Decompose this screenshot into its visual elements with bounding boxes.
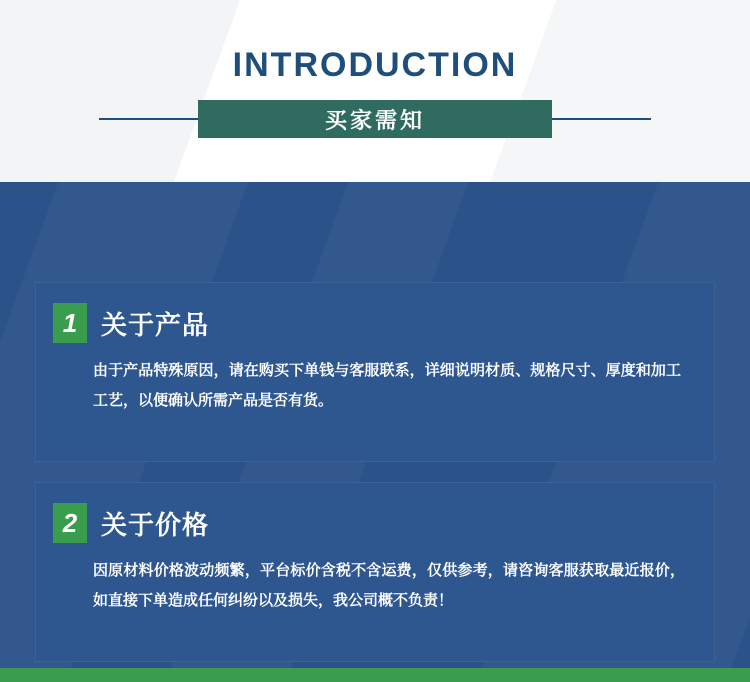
section-card-product xyxy=(35,282,715,462)
section-header xyxy=(35,482,715,546)
subtitle-banner: 买家需知 xyxy=(198,100,552,138)
section-text: 因原材料价格波动频繁，平台标价含税不含运费，仅供参考，请咨询客服获取最近报价，如直接下单造成任何纠纷以及损失，我公司概不负责！ xyxy=(93,562,685,609)
footer-accent-bar xyxy=(0,668,750,682)
section-number-badge: 1 xyxy=(53,303,87,343)
page-title: INTRODUCTION xyxy=(232,46,518,84)
header-decor-wedge-right xyxy=(462,0,750,182)
section-title: 关于产品 xyxy=(101,309,210,340)
page-header xyxy=(0,0,750,182)
section-number-badge: 2 xyxy=(53,503,87,543)
section-title: 关于价格 xyxy=(101,509,210,540)
section-card-price xyxy=(35,482,715,662)
subtitle-row xyxy=(0,100,750,138)
divider-left xyxy=(99,118,198,120)
content-area xyxy=(0,182,750,682)
divider-right xyxy=(552,118,651,120)
header-decor-wedge-left xyxy=(0,0,255,182)
section-text: 由于产品特殊原因，请在购买下单钱与客服联系，详细说明材质、规格尺寸、厚度和加工工艺，以便确认所需产品是否有货。 xyxy=(93,362,681,409)
section-header xyxy=(35,282,715,346)
